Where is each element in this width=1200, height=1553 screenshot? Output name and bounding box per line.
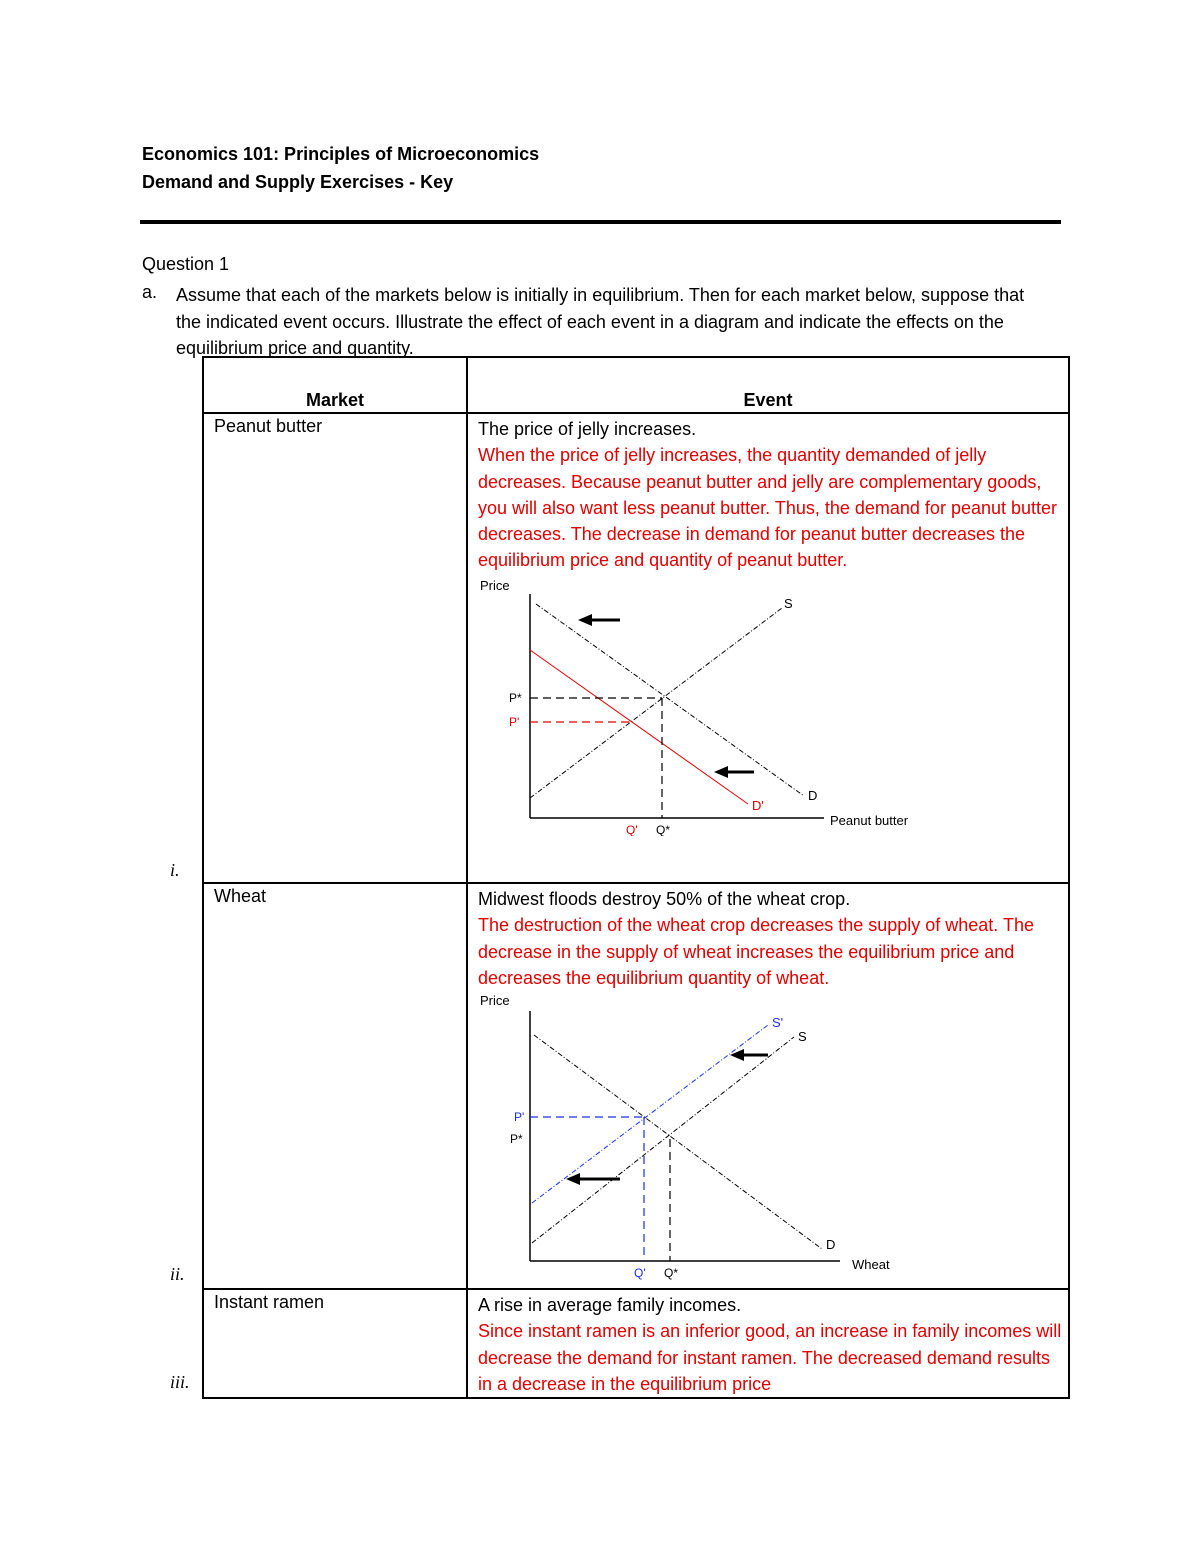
table-row: [203, 883, 1069, 1289]
q-new-label: Q': [626, 822, 638, 836]
demand-label: D: [826, 1237, 836, 1253]
answer-text: When the price of jelly increases, the quantity demanded of jelly decreases. Because peanut butter and jelly are complementary goods, you will also want less peanut butter. Thus, the demand for peanut butter decreases. The decrease in demand for peanut butter decreases the equilibrium price and quantity of peanut butter.: [478, 445, 1058, 571]
market-cell: [203, 1289, 467, 1398]
market-name: Instant ramen: [214, 1292, 325, 1312]
document-subtitle: Demand and Supply Exercises - Key: [142, 172, 454, 192]
question-label: Question 1: [142, 254, 230, 274]
q-star-label: Q*: [656, 822, 671, 836]
row-numeral: ii.: [170, 1264, 185, 1284]
table-row: [203, 1289, 1069, 1398]
demand-label: D: [808, 787, 818, 803]
q-star-label: Q*: [664, 1266, 679, 1281]
new-demand-curve: [530, 650, 748, 804]
supply-curve: [530, 608, 782, 798]
table-row: [203, 413, 1069, 883]
q-new-label: Q': [634, 1266, 646, 1281]
wheat-diagram: [478, 991, 918, 1281]
header-divider: [140, 220, 1061, 224]
p-star-label: P*: [510, 1132, 523, 1147]
market-column-header: Market: [203, 357, 467, 413]
left-arrow-icon: [566, 1173, 620, 1185]
supply-curve: [532, 1037, 794, 1243]
market-cell: [203, 413, 467, 883]
part-letter: a.: [142, 282, 158, 302]
course-title: Economics 101: Principles of Microeconomics: [142, 144, 540, 164]
x-axis-label: Wheat: [852, 1257, 890, 1273]
part-instructions: Assume that each of the markets below is initially in equilibrium. Then for each market below, suppose that the indicated event occurs. Illustrate the effect of each event in a diagram and indicate the effects on the equilibrium price and quantity.: [176, 285, 1025, 358]
markets-table: [202, 356, 1070, 1399]
row-numeral: i.: [170, 860, 180, 880]
new-supply-curve: [532, 1025, 768, 1203]
event-cell: [467, 1289, 1069, 1398]
table-header-row: [203, 357, 1069, 413]
market-name: Wheat: [214, 886, 267, 906]
p-star-label: P*: [509, 690, 522, 705]
demand-curve: [536, 604, 804, 796]
y-axis-label: Price: [480, 577, 510, 593]
event-text: A rise in average family incomes.: [478, 1295, 742, 1315]
event-text: Midwest floods destroy 50% of the wheat crop.: [478, 889, 851, 909]
answer-text: The destruction of the wheat crop decreases the supply of wheat. The decrease in the supply of wheat increases the equilibrium price and decreases the equilibrium quantity of wheat.: [478, 915, 1034, 988]
left-arrow-icon: [730, 1049, 768, 1061]
row-numeral: iii.: [170, 1372, 190, 1392]
peanut-butter-diagram: [478, 574, 918, 836]
new-demand-label: D': [752, 797, 764, 813]
y-axis-label: Price: [480, 993, 510, 1009]
event-cell: [467, 413, 1069, 883]
supply-label: S: [784, 595, 793, 611]
event-column-header: Event: [467, 357, 1069, 413]
event-text: The price of jelly increases.: [478, 419, 697, 439]
supply-label: S: [798, 1029, 807, 1045]
event-cell: [467, 883, 1069, 1289]
p-new-label: P': [514, 1110, 525, 1125]
x-axis-label: Peanut butter: [830, 812, 909, 828]
p-new-label: P': [509, 714, 520, 729]
answer-text: Since instant ramen is an inferior good, an increase in family incomes will decrease the demand for instant ramen. The decreased demand results in a decrease in the equilibrium price: [478, 1321, 1062, 1394]
market-cell: [203, 883, 467, 1289]
market-name: Peanut butter: [214, 416, 323, 436]
left-arrow-icon: [714, 766, 754, 778]
left-arrow-icon: [578, 614, 620, 626]
new-supply-label: S': [772, 1015, 784, 1031]
demand-curve: [534, 1035, 822, 1249]
